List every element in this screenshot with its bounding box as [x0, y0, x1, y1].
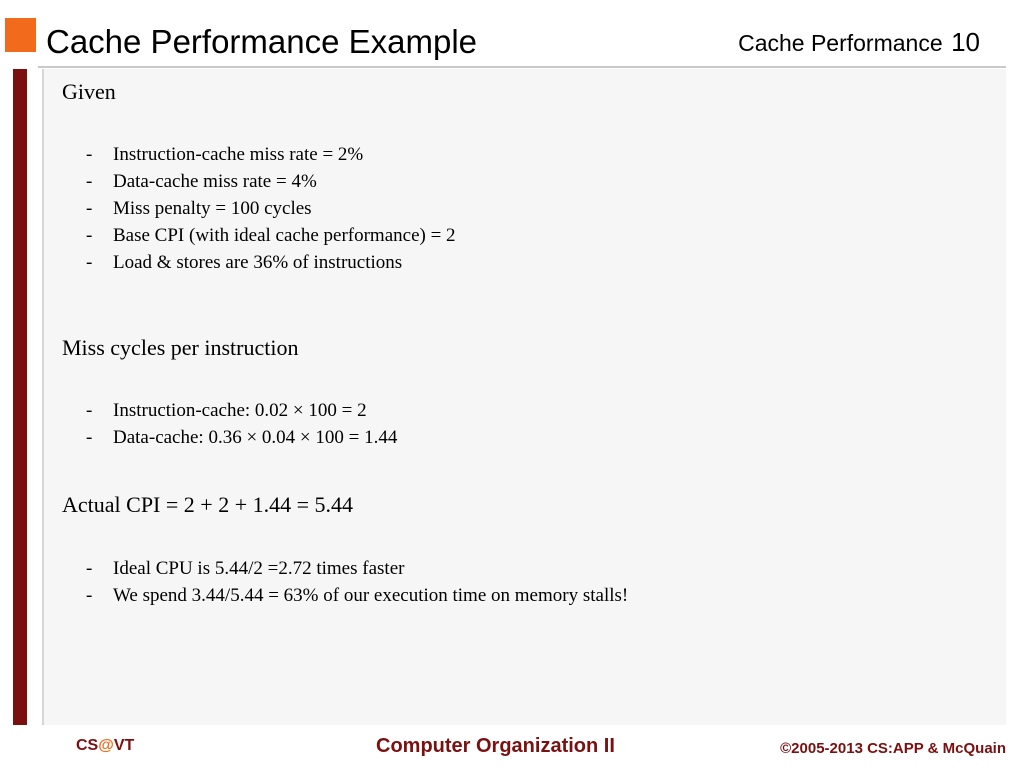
list-item-text: Ideal CPU is 5.44/2 =2.72 times faster	[113, 558, 405, 579]
footer-at: @	[98, 737, 114, 754]
list-item-text: Instruction-cache miss rate = 2%	[113, 144, 364, 165]
given-list	[62, 141, 982, 276]
list-item	[62, 424, 982, 451]
given-heading: Given	[62, 79, 116, 104]
list-item	[62, 582, 982, 609]
left-accent-bar	[13, 69, 27, 725]
list-item-text: Data-cache: 0.36 × 0.04 × 100 = 1.44	[113, 427, 398, 448]
list-item-text: Miss penalty = 100 cycles	[113, 198, 312, 219]
dash-bullet: -	[86, 400, 93, 421]
list-item-text: Base CPI (with ideal cache performance) = 2	[113, 225, 456, 246]
footer-cs-vt	[76, 737, 134, 755]
dash-bullet: -	[86, 171, 93, 192]
orange-square-logo	[5, 18, 36, 52]
slide-number: 10	[951, 27, 980, 57]
slide-content	[62, 78, 982, 609]
footer-cs: CS	[76, 737, 99, 754]
dash-bullet: -	[86, 558, 93, 579]
footer-course-title: Computer Organization II	[376, 735, 615, 757]
list-item-text: Data-cache miss rate = 4%	[113, 171, 317, 192]
dash-bullet: -	[86, 252, 93, 273]
miss-cycles-heading: Miss cycles per instruction	[62, 335, 299, 360]
footer-vt: VT	[113, 737, 135, 754]
section-label	[738, 26, 980, 63]
list-item-text: Instruction-cache: 0.02 × 100 = 2	[113, 400, 367, 421]
list-item	[62, 249, 982, 276]
actual-cpi-heading: Actual CPI = 2 + 2 + 1.44 = 5.44	[62, 492, 354, 517]
actual-cpi-list	[62, 555, 982, 609]
list-item	[62, 222, 982, 249]
list-item-text: We spend 3.44/5.44 = 63% of our execution time on memory stalls!	[113, 585, 629, 606]
list-item	[62, 397, 982, 424]
list-item	[62, 141, 982, 168]
list-item	[62, 168, 982, 195]
miss-cycles-list	[62, 397, 982, 451]
dash-bullet: -	[86, 198, 93, 219]
footer-copyright: ©2005-2013 CS:APP & McQuain	[780, 740, 1006, 757]
dash-bullet: -	[86, 144, 93, 165]
dash-bullet: -	[86, 427, 93, 448]
list-item	[62, 555, 982, 582]
list-item-text: Load & stores are 36% of instructions	[113, 252, 403, 273]
slide-title: Cache Performance Example	[46, 23, 478, 60]
section-name: Cache Performance	[738, 30, 943, 56]
header-divider	[38, 66, 1006, 68]
dash-bullet: -	[86, 225, 93, 246]
list-item	[62, 195, 982, 222]
dash-bullet: -	[86, 585, 93, 606]
